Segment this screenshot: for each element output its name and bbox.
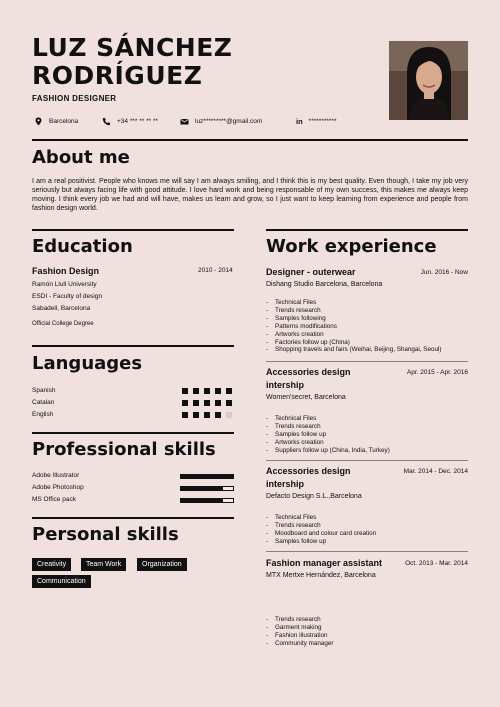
job-dates: Jun. 2016 - Now (420, 269, 468, 276)
task-item: - Technical Files (266, 299, 442, 307)
divider (266, 229, 468, 231)
task-item: - Trends research (266, 307, 442, 315)
contact-linkedin[interactable] (296, 117, 337, 126)
job-entry (266, 465, 468, 502)
job-tasks (266, 616, 333, 648)
level-dot (193, 400, 199, 406)
task-item: - Artworks creation (266, 331, 442, 339)
job-title: Accessories design intership (266, 466, 351, 489)
job-tasks (266, 299, 442, 354)
skill-tag: Communication (32, 575, 91, 588)
task-item: - Trends research (266, 522, 376, 530)
level-dot (226, 412, 232, 418)
education-note: Official College Degree (32, 321, 94, 327)
task-item: - Artworks creation (266, 439, 390, 447)
language-label: Spanish (32, 387, 56, 394)
location-pin-icon (34, 117, 43, 126)
language-label: English (32, 411, 54, 418)
job-divider (266, 361, 468, 362)
level-dot (182, 412, 188, 418)
job-company: MTX Mertxe Hernández, Barcelona (266, 572, 376, 579)
language-level (182, 400, 232, 406)
job-entry (266, 557, 468, 581)
name-line-1: LUZ SÁNCHEZ (32, 33, 233, 62)
envelope-icon (180, 117, 189, 126)
level-dot (215, 412, 221, 418)
divider (32, 517, 234, 519)
linkedin-icon: in (296, 117, 303, 126)
job-divider (266, 460, 468, 461)
task-item: - Factories follow up (China) (266, 339, 442, 347)
location-text: Barcelona (49, 118, 79, 125)
skill-bar-fill (181, 499, 223, 502)
skill-tag: Team Work (81, 558, 126, 571)
education-dates: 2010 - 2014 (198, 267, 233, 274)
task-item: - Moodboard and colour card creation (266, 530, 376, 538)
level-dot (226, 400, 232, 406)
level-dot (182, 400, 188, 406)
job-title: Designer - outerwear (266, 267, 356, 277)
education-heading: Education (32, 236, 133, 257)
job-title: Accessories design intership (266, 367, 351, 390)
job-tasks (266, 415, 390, 455)
languages-heading: Languages (32, 353, 143, 374)
work-heading: Work experience (266, 236, 437, 257)
task-item: - Samples follow up (266, 538, 376, 546)
education-faculty: ESDI - Faculty of design (32, 293, 103, 300)
job-dates: Oct. 2013 - Mar. 2014 (405, 560, 468, 567)
task-item: - Garment making (266, 624, 333, 632)
professional-skills-heading: Professional skills (32, 439, 216, 460)
task-item: - Community manager (266, 640, 333, 648)
email-text[interactable]: luz*********@gmail.com (195, 118, 263, 125)
level-dot (204, 412, 210, 418)
candidate-name (32, 34, 232, 90)
contact-bar (32, 117, 468, 129)
profile-photo (389, 41, 468, 120)
task-item: - Patterns modifications (266, 323, 442, 331)
phone-icon (102, 117, 111, 126)
contact-email[interactable] (180, 117, 262, 126)
level-dot (215, 388, 221, 394)
task-item: - Shopping travels and fairs (Weihai, Beijing, Shangai, Seoul) (266, 346, 442, 354)
job-company: Defacto Design S.L.,Barcelona (266, 493, 362, 500)
skill-bar (180, 474, 234, 479)
task-item: - Fashion illustration (266, 632, 333, 640)
level-dot (215, 400, 221, 406)
job-title: Fashion manager assistant (266, 558, 383, 568)
job-company: Women'secret, Barcelona (266, 394, 346, 401)
task-item: - Suppliers follow up (China, India, Turkey) (266, 447, 390, 455)
education-city: Sabadell, Barcelona (32, 305, 91, 312)
divider (32, 345, 234, 347)
task-item: - Technical Files (266, 415, 390, 423)
job-divider (266, 551, 468, 552)
skill-bar (180, 498, 234, 503)
about-heading: About me (32, 147, 130, 168)
task-item: - Trends research (266, 616, 333, 624)
skill-tag: Organization (137, 558, 187, 571)
task-item: - Samples follow up (266, 431, 390, 439)
job-company: Dishang Studio Barcelona, Barcelona (266, 281, 383, 288)
education-title: Fashion Design (32, 266, 100, 276)
skill-bar-fill (181, 487, 223, 490)
language-level (182, 412, 232, 418)
name-line-2: RODRÍGUEZ (32, 61, 203, 90)
skill-label: Adobe Photoshop (32, 484, 84, 491)
personal-skills-heading: Personal skills (32, 524, 179, 545)
job-title: FASHION DESIGNER (32, 94, 117, 103)
job-tasks (266, 514, 376, 546)
skill-label: MS Office pack (32, 496, 76, 503)
divider (32, 229, 234, 231)
contact-phone (102, 117, 158, 126)
job-entry (266, 366, 468, 403)
level-dot (204, 388, 210, 394)
level-dot (204, 400, 210, 406)
linkedin-text[interactable]: *********** (308, 118, 337, 125)
level-dot (226, 388, 232, 394)
divider (32, 139, 468, 141)
language-label: Catalan (32, 399, 55, 406)
education-school: Ramón Llull University (32, 281, 97, 288)
level-dot (182, 388, 188, 394)
skill-bar (180, 486, 234, 491)
skill-bar-fill (181, 475, 233, 478)
skill-tag: Creativity (32, 558, 71, 571)
level-dot (193, 388, 199, 394)
divider (32, 432, 234, 434)
task-item: - Samples following (266, 315, 442, 323)
skill-label: Adobe Illustrator (32, 472, 80, 479)
job-entry (266, 266, 468, 290)
language-level (182, 388, 232, 394)
contact-location (34, 117, 78, 126)
task-item: - Trends research (266, 423, 390, 431)
about-text: I am a real positivist. People who knows me will say I am always smiling, and I think this is my best quality. Even though, I take my job very seriously but always facing life with good attitude. I love hard work and being responsable of my own success, this makes me always keep moving. I think every job we had and will have, makes us learn and grow, so I just want to keep learning from experience and people from fashion design world. (32, 178, 468, 212)
job-dates: Apr. 2015 - Apr. 2016 (406, 369, 468, 376)
task-item: - Technical Files (266, 514, 376, 522)
level-dot (193, 412, 199, 418)
job-dates: Mar. 2014 - Dec. 2014 (403, 468, 468, 475)
phone-text: +34 *** ** ** ** (117, 118, 159, 125)
